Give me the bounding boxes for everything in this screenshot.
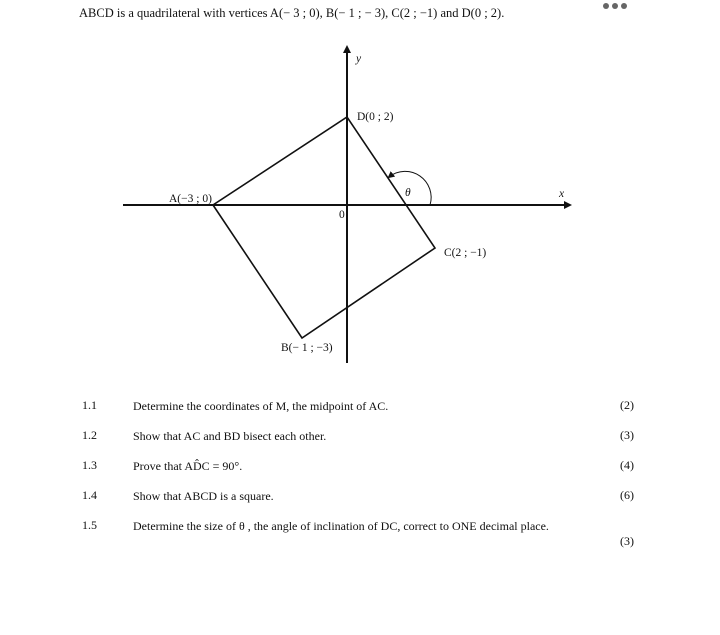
question-number: 1.1	[82, 398, 97, 412]
question-marks: (3)	[620, 428, 634, 442]
question-marks: (6)	[620, 488, 634, 502]
x-axis-label: x	[559, 188, 565, 200]
question-marks: (3)	[620, 534, 634, 548]
question-marks: (4)	[620, 458, 634, 472]
question-number: 1.2	[82, 428, 97, 442]
question-text: Determine the size of θ , the angle of inclination of DC, correct to ONE decimal place.	[133, 519, 549, 533]
question-number: 1.5	[82, 518, 97, 532]
vertex-label-b: B(− 1 ; −3)	[281, 342, 333, 354]
question-text: Determine the coordinates of M, the midpoint of AC.	[133, 399, 389, 413]
theta-label: θ	[405, 187, 411, 199]
question-number: 1.4	[82, 488, 97, 502]
question-marks: (2)	[620, 398, 634, 412]
vertex-label-c: C(2 ; −1)	[444, 247, 487, 259]
vertex-label-a: A(−3 ; 0)	[169, 193, 212, 205]
question-number: 1.3	[82, 458, 97, 472]
vertex-label-d: D(0 ; 2)	[357, 111, 394, 123]
origin-label: 0	[339, 209, 345, 221]
question-text: Show that ABCD is a square.	[133, 489, 274, 503]
question-text: Show that AC and BD bisect each other.	[133, 429, 327, 443]
question-text: Prove that AD̂C = 90°.	[133, 459, 243, 473]
quadrilateral-abcd	[213, 117, 435, 338]
problem-statement: ABCD is a quadrilateral with vertices A(− 3 ; 0), B(− 1 ; − 3), C(2 ; −1) and D(0 ; 2).	[79, 6, 505, 20]
y-axis-label: y	[356, 53, 362, 65]
